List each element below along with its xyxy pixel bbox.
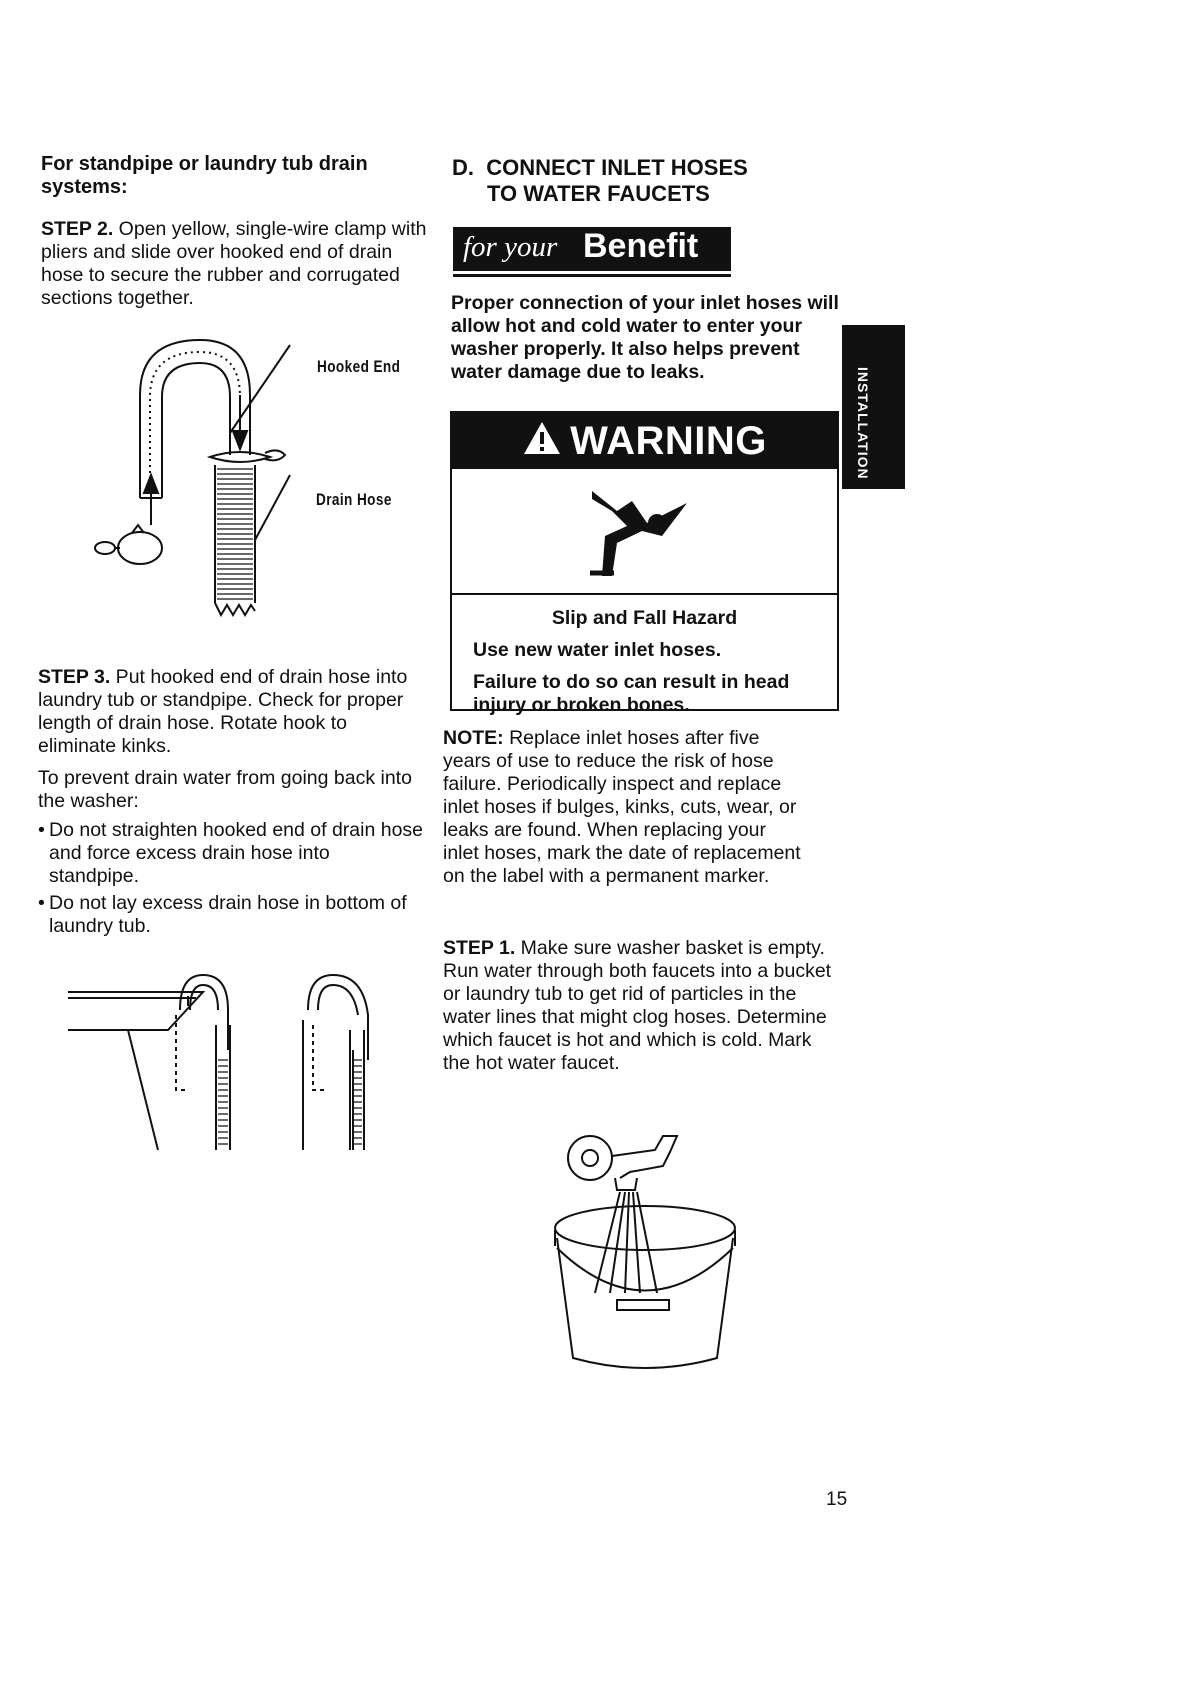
benefit-underline	[453, 274, 731, 277]
step3-text: Put hooked end of drain hose into laundry tub or standpipe. Check for proper length of drain hose. Rotate hook to eliminate kinks.	[38, 666, 408, 757]
benefit-text: Proper connection of your inlet hoses will allow hot and cold water to enter your washer properly. It also helps prevent water damage due to leaks.	[451, 292, 839, 383]
step2-paragraph	[41, 218, 431, 310]
step1-label: STEP 1.	[443, 937, 516, 959]
installation-side-tab	[842, 325, 905, 489]
drain-hose-hook-illustration	[90, 335, 420, 630]
benefit-banner	[453, 227, 731, 271]
side-tab-label: INSTALLATION	[855, 367, 871, 480]
step3-paragraph	[38, 666, 408, 758]
hazard-title: Slip and Fall Hazard	[551, 607, 738, 629]
page-number: 15	[826, 1489, 848, 1510]
list-item: • Do not straighten hooked end of drain hose and force excess drain hose into standpipe.	[38, 819, 423, 888]
warning-line2: Failure to do so can result in head injury or broken bones.	[473, 671, 790, 716]
warning-box	[450, 411, 839, 716]
left-heading: For standpipe or laundry tub drain systems:	[41, 153, 368, 198]
slip-fall-icon	[572, 481, 712, 581]
warning-header	[452, 413, 837, 469]
prevent-bullet-list	[38, 819, 423, 942]
warning-triangle-icon	[522, 415, 562, 471]
benefit-banner-word: Benefit	[583, 227, 699, 265]
section-title-line1: D. CONNECT INLET HOSES	[452, 155, 748, 180]
section-title-line2: TO WATER FAUCETS	[487, 181, 710, 206]
step1-text: Make sure washer basket is empty. Run water through both faucets into a bucket or laundry tub to get rid of particles in the water lines that might clog hoses. Determine which faucet is hot and which is cold. Mark the hot water faucet.	[443, 937, 832, 1074]
step2-label: STEP 2.	[41, 218, 114, 240]
drain-hose-label: Drain Hose	[316, 490, 392, 509]
step1-paragraph	[443, 937, 838, 1075]
benefit-banner-script: for your	[463, 231, 558, 263]
faucet-bucket-illustration	[545, 1128, 745, 1376]
step3-label: STEP 3.	[38, 666, 111, 688]
note-label: NOTE:	[443, 727, 504, 749]
warning-header-text: WARNING	[570, 419, 767, 463]
hooked-end-label: Hooked End	[317, 357, 401, 376]
prevent-text: To prevent drain water from going back into the washer:	[38, 767, 412, 812]
note-paragraph	[443, 727, 803, 888]
note-text: Replace inlet hoses after five years of use to reduce the risk of hose failure. Periodically inspect and replace inlet hoses if bulges, kinks, cuts, wear, or leaks are found. When replacing your inlet hoses, mark the date of replacement on the label with a permanent marker.	[443, 727, 801, 887]
laundry-tub-standpipe-illustration	[68, 970, 388, 1155]
step2-text: Open yellow, single-wire clamp with pliers and slide over hooked end of drain hose to secure the rubber and corrugated sections together.	[41, 218, 427, 309]
warning-pictogram-area	[452, 469, 837, 595]
warning-line1: Use new water inlet hoses.	[473, 639, 722, 661]
list-item: • Do not lay excess drain hose in bottom of laundry tub.	[38, 892, 423, 938]
